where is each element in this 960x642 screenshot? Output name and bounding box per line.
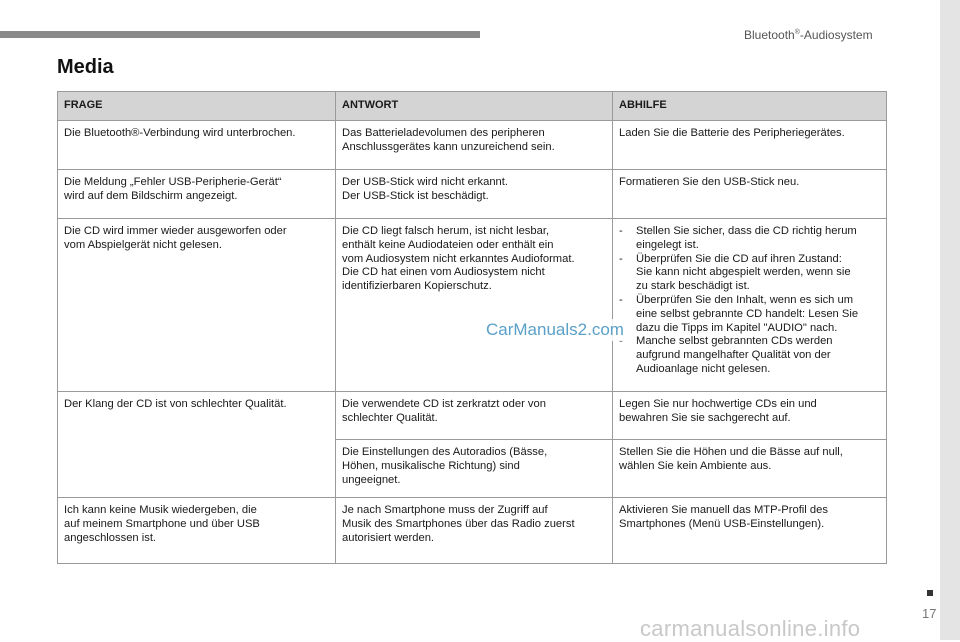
- table-row: [58, 498, 887, 564]
- troubleshooting-table: [57, 91, 887, 564]
- column-header-abhilfe: ABHILFE: [613, 92, 887, 121]
- header-rule: [0, 31, 480, 38]
- answer-cell: Das Batterieladevolumen des peripheren Anschlussgerätes kann unzureichend sein.: [336, 121, 613, 170]
- page-title: Media: [57, 56, 114, 78]
- remedy-cell: Stellen Sie die Höhen und die Bässe auf null, wählen Sie kein Ambiente aus.: [613, 440, 887, 498]
- question-cell: Ich kann keine Musik wiedergeben, die auf meinem Smartphone und über USB angeschlossen ist.: [58, 498, 336, 564]
- question-cell: Die Meldung „Fehler USB-Peripherie-Gerät“ wird auf dem Bildschirm angezeigt.: [58, 170, 336, 219]
- answer-cell: Die Einstellungen des Autoradios (Bässe, Höhen, musikalische Richtung) sind ungeeignet.: [336, 440, 613, 498]
- question-cell: Die CD wird immer wieder ausgeworfen oder vom Abspielgerät nicht gelesen.: [58, 219, 336, 392]
- header-title: Bluetooth®-Audiosystem: [744, 28, 873, 42]
- list-item: - Überprüfen Sie den Inhalt, wenn es sich um eine selbst gebrannte CD handelt: Lesen Sie dazu die Tipps im Kapitel "AUDIO" nach.: [619, 294, 880, 335]
- question-cell: Die Bluetooth®-Verbindung wird unterbrochen.: [58, 121, 336, 170]
- list-item: - Überprüfen Sie die CD auf ihren Zustand: Sie kann nicht abgespielt werden, wenn sie zu stark beschädigt ist.: [619, 253, 880, 294]
- remedy-cell: Formatieren Sie den USB-Stick neu.: [613, 170, 887, 219]
- carmanuals-watermark: CarManuals2.com: [483, 319, 627, 341]
- answer-cell: Der USB-Stick wird nicht erkannt. Der USB-Stick ist beschädigt.: [336, 170, 613, 219]
- remedy-cell: Laden Sie die Batterie des Peripheriegerätes.: [613, 121, 887, 170]
- table-row: [58, 170, 887, 219]
- footer-square-mark: [927, 590, 933, 596]
- answer-cell: Je nach Smartphone muss der Zugriff auf Musik des Smartphones über das Radio zuerst autorisiert werden.: [336, 498, 613, 564]
- table-header-row: [58, 92, 887, 121]
- table-row: [58, 219, 887, 392]
- answer-cell: Die verwendete CD ist zerkratzt oder von schlechter Qualität.: [336, 392, 613, 440]
- side-strip: [940, 0, 960, 640]
- list-item: - Manche selbst gebrannten CDs werden aufgrund mangelhafter Qualität von der Audioanlage nicht gelesen.: [619, 335, 880, 376]
- column-header-frage: FRAGE: [58, 92, 336, 121]
- page-number: 17: [922, 606, 937, 621]
- table-row: [58, 392, 887, 440]
- list-item: - Stellen Sie sicher, dass die CD richtig herum eingelegt ist.: [619, 225, 880, 253]
- column-header-antwort: ANTWORT: [336, 92, 613, 121]
- remedy-cell: [613, 219, 887, 392]
- answer-cell: Die CD liegt falsch herum, ist nicht lesbar, enthält keine Audiodateien oder enthält ein vom Audiosystem nicht erkanntes Audioformat. Die CD hat einen vom Audiosystem nicht identifizierbaren Kopierschutz.: [336, 219, 613, 392]
- question-cell: Der Klang der CD ist von schlechter Qualität.: [58, 392, 336, 498]
- remedy-list: [619, 225, 880, 377]
- remedy-cell: Legen Sie nur hochwertige CDs ein und bewahren Sie sie sachgerecht auf.: [613, 392, 887, 440]
- table-row: [58, 121, 887, 170]
- site-watermark: carmanualsonline.info: [640, 616, 861, 641]
- remedy-cell: Aktivieren Sie manuell das MTP-Profil des Smartphones (Menü USB-Einstellungen).: [613, 498, 887, 564]
